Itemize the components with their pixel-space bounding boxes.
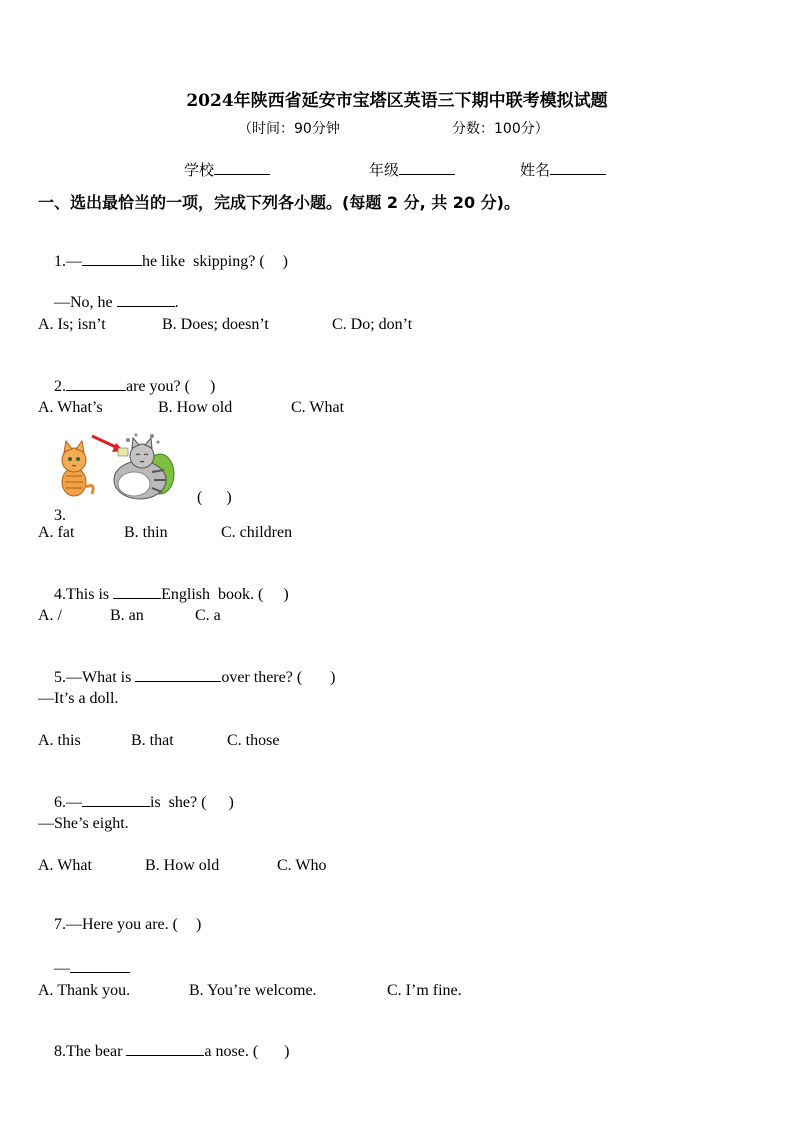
question-8 — [38, 1023, 290, 1079]
q4-option-c[interactable]: C. a — [195, 607, 221, 624]
q7-close: ) — [195, 916, 202, 933]
q6-option-c[interactable]: C. Who — [277, 857, 327, 874]
q2-text: are you? ( — [126, 378, 190, 395]
score-info: 分数：100分） — [452, 121, 549, 137]
q6-option-a[interactable]: A. What — [38, 857, 92, 874]
time-info: （时间：90分钟 — [238, 121, 340, 137]
q5-option-a[interactable]: A. this — [38, 732, 81, 749]
q4-option-a[interactable]: A. / — [38, 607, 62, 624]
q2-close: ) — [209, 378, 216, 395]
q7-reply-dash: — — [54, 960, 70, 977]
q1-dash: — — [66, 253, 82, 270]
q2-option-c[interactable]: C. What — [291, 399, 345, 416]
q4-option-b[interactable]: B. an — [110, 607, 144, 624]
school-label: 学校 — [184, 161, 215, 179]
q7-number: 7.—Here you are. ( — [54, 916, 178, 933]
q7-reply-blank[interactable] — [70, 958, 130, 973]
q1-number: 1. — [54, 253, 66, 270]
q1-reply-end: . — [174, 294, 179, 311]
q1-text: he like skipping? ( — [142, 253, 265, 270]
q4-text: English book. ( — [161, 586, 264, 603]
q1-option-a[interactable]: A. Is; isn’t — [38, 316, 106, 333]
q3-number: 3. — [54, 507, 66, 524]
q2-blank[interactable] — [66, 376, 126, 391]
section-heading: 一、选出最恰当的一项，完成下列各小题。(每题 2 分, 共 20 分)。 — [38, 193, 520, 212]
q2-option-b[interactable]: B. How old — [158, 399, 233, 416]
school-blank[interactable] — [214, 160, 270, 175]
q2-option-a[interactable]: A. What’s — [38, 399, 103, 416]
q4-blank[interactable] — [113, 584, 161, 599]
q3-option-a[interactable]: A. fat — [38, 524, 75, 541]
q7-option-c[interactable]: C. I’m fine. — [387, 982, 462, 999]
q1-blank[interactable] — [82, 251, 142, 266]
cats-illustration-icon — [52, 432, 176, 502]
q6-close: ) — [228, 794, 234, 811]
question-4 — [38, 566, 289, 622]
q6-option-b[interactable]: B. How old — [145, 857, 220, 874]
q8-close: ) — [284, 1043, 290, 1060]
q5-blank[interactable] — [135, 667, 221, 682]
q5-close: ) — [330, 669, 336, 686]
q1-close: ) — [282, 253, 288, 270]
q3-option-b[interactable]: B. thin — [124, 524, 168, 541]
q4-number: 4.This is — [54, 586, 110, 603]
q1-option-b[interactable]: B. Does; doesn’t — [162, 316, 269, 333]
name-label: 姓名 — [520, 161, 551, 179]
grade-field — [369, 159, 455, 180]
q7-option-b[interactable]: B. You’re welcome. — [189, 982, 317, 999]
q5-number: 5.—What is — [54, 669, 132, 686]
grade-blank[interactable] — [399, 160, 455, 175]
q5-reply: —It’s a doll. — [38, 690, 119, 707]
q1-option-c[interactable]: C. Do; don’t — [332, 316, 413, 333]
q3-paren: ( ) — [197, 489, 232, 506]
q6-blank[interactable] — [82, 792, 150, 807]
school-field — [184, 159, 270, 180]
q7-option-a[interactable]: A. Thank you. — [38, 982, 131, 999]
q1-reply-blank[interactable] — [117, 292, 175, 307]
name-blank[interactable] — [550, 160, 606, 175]
q8-number: 8.The bear — [54, 1043, 123, 1060]
q1-reply: —No, he — [54, 294, 113, 311]
grade-label: 年级 — [369, 161, 400, 179]
name-field — [520, 159, 606, 180]
page-title: 2024年陕西省延安市宝塔区英语三下期中联考模拟试题 — [186, 91, 608, 111]
q5-option-c[interactable]: C. those — [227, 732, 280, 749]
q2-number: 2. — [54, 378, 66, 395]
q3-option-c[interactable]: C. children — [221, 524, 293, 541]
q8-text: a nose. ( — [204, 1043, 259, 1060]
q6-number: 6.— — [54, 794, 82, 811]
q8-blank[interactable] — [126, 1041, 204, 1056]
q6-reply: —She’s eight. — [38, 815, 129, 832]
q6-text: is she? ( — [150, 794, 207, 811]
q4-close: ) — [283, 586, 289, 603]
q5-option-b[interactable]: B. that — [131, 732, 174, 749]
q5-text: over there? ( — [221, 669, 303, 686]
